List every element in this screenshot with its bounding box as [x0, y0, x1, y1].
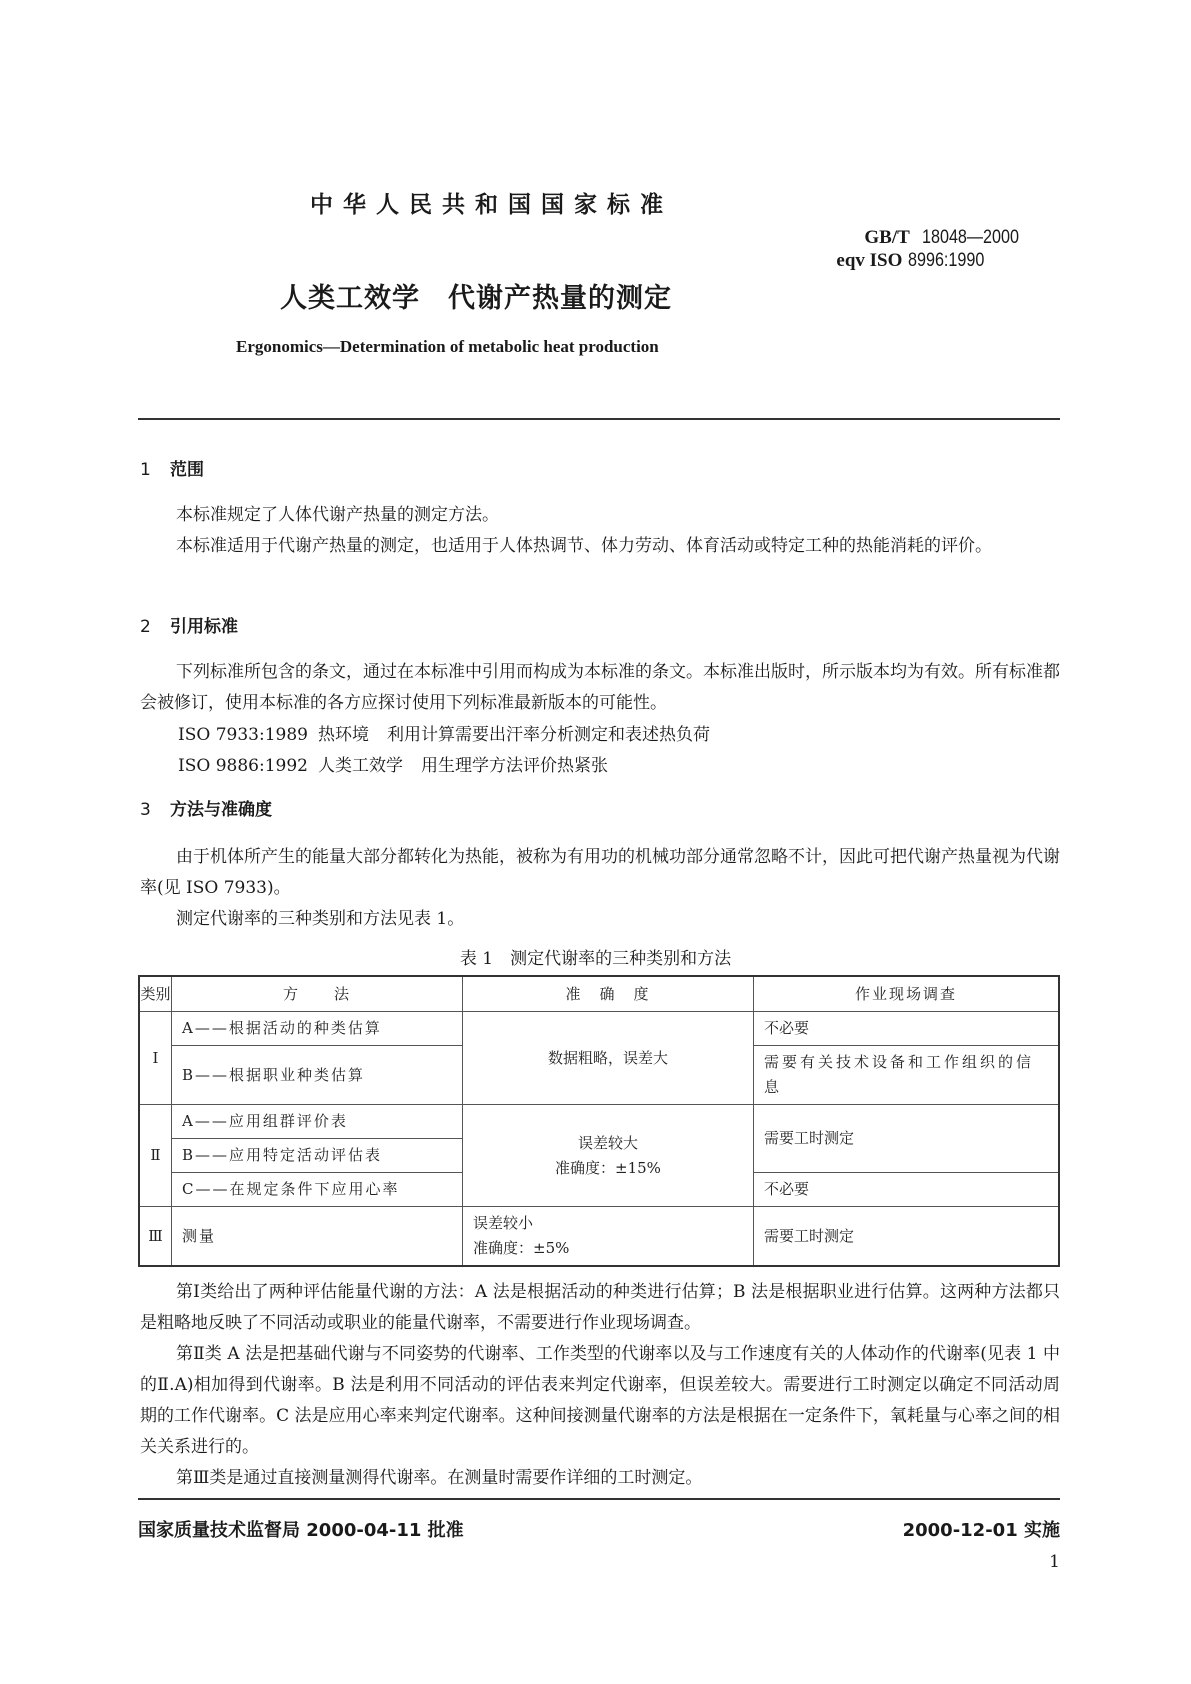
table-row: [139, 1207, 1059, 1267]
national-standard-heading: 中华人民共和国国家标准: [310, 192, 673, 218]
survey-cell: 不必要: [754, 1012, 1060, 1046]
section-1-paragraph-2: 本标准适用于代谢产热量的测定，也适用于人体热调节、体力劳动、体育活动或特定工种的热能消耗的评价。: [176, 536, 992, 556]
explanation-paragraph-2: 第Ⅱ类 A 法是把基础代谢与不同姿势的代谢率、工作类型的代谢率以及与工作速度有关的人体动作的代谢率(见表 1 中的Ⅱ.A)相加得到代谢率。B 法是利用不同活动的评估表来判定代谢率，但误差较大。需要进行工时测定以确定不同活动周期的工作代谢率。C 法是应用心率来判定代谢率。这种间接测量代谢率的方法是根据在一定条件下，氧耗量与心率之间的相关关系进行的。: [140, 1344, 1060, 1457]
implementation-date: 2000-12-01 实施: [902, 1520, 1060, 1541]
survey-cell: 需要工时测定: [754, 1105, 1060, 1173]
table-caption: 表 1 测定代谢率的三种类别和方法: [459, 949, 732, 969]
header-method: 方 法: [172, 976, 463, 1012]
category-cell: Ⅲ: [139, 1207, 172, 1267]
header-divider: [138, 418, 1060, 420]
section-1-heading: 1 范围: [140, 460, 204, 480]
approval-line: 国家质量技术监督局 2000-04-11 批准: [138, 1520, 464, 1541]
section-3-paragraph-2: 测定代谢率的三种类别和方法见表 1。: [176, 909, 465, 929]
table-row: [139, 1012, 1059, 1046]
section-3-paragraph-1: 由于机体所产生的能量大部分都转化为热能，被称为有用功的机械功部分通常忽略不计，因此可把代谢产热量视为代谢率(见 ISO 7933)。: [140, 847, 1060, 898]
section-1-paragraph-1: 本标准规定了人体代谢产热量的测定方法。: [176, 505, 499, 525]
survey-cell: 不必要: [754, 1173, 1060, 1207]
category-cell: Ⅱ: [139, 1105, 172, 1207]
header-survey: 作业现场调查: [754, 976, 1060, 1012]
document-title-en: Ergonomics—Determination of metabolic heat production: [236, 337, 659, 356]
section-2-paragraph-1: 下列标准所包含的条文，通过在本标准中引用而构成为本标准的条文。本标准出版时，所示版本均为有效。所有标准都会被修订，使用本标准的各方应探讨使用下列标准最新版本的可能性。: [140, 662, 1060, 713]
explanation-paragraph-1: 第Ⅰ类给出了两种评估能量代谢的方法：A 法是根据活动的种类进行估算；B 法是根据职业进行估算。这两种方法都只是粗略地反映了不同活动或职业的能量代谢率，不需要进行作业现场调查。: [140, 1282, 1060, 1333]
method-cell: B——应用特定活动评估表: [172, 1139, 463, 1173]
explanation-paragraph-3: 第Ⅲ类是通过直接测量测得代谢率。在测量时需要作详细的工时测定。: [176, 1468, 703, 1488]
survey-cell: 需要工时测定: [754, 1207, 1060, 1267]
document-title-zh: 人类工效学 代谢产热量的测定: [280, 283, 672, 314]
accuracy-cell: 数据粗略，误差大: [463, 1012, 754, 1105]
methods-table: [138, 975, 1060, 1267]
method-cell: A——应用组群评价表: [172, 1105, 463, 1139]
standard-number: GB/T 18048—2000: [864, 227, 1019, 248]
method-cell: C——在规定条件下应用心率: [172, 1173, 463, 1207]
equivalence-number: eqv ISO 8996:1990: [836, 250, 985, 271]
table-row: [139, 1105, 1059, 1139]
table-header-row: [139, 976, 1059, 1012]
footer-divider: [138, 1498, 1060, 1500]
page-number: 1: [1049, 1552, 1060, 1572]
method-cell: A——根据活动的种类估算: [172, 1012, 463, 1046]
reference-item: ISO 7933:1989 热环境 利用计算需要出汗率分析测定和表述热负荷: [178, 725, 710, 745]
category-cell: Ⅰ: [139, 1012, 172, 1105]
accuracy-cell: 误差较大 准确度：±15%: [463, 1105, 754, 1207]
header-accuracy: 准 确 度: [463, 976, 754, 1012]
survey-cell: 需要有关技术设备和工作组织的信息: [754, 1046, 1060, 1105]
standard-code-block: [836, 226, 1036, 272]
reference-item: ISO 9886:1992 人类工效学 用生理学方法评价热紧张: [178, 756, 608, 776]
section-3-heading: 3 方法与准确度: [140, 800, 272, 820]
method-cell: B——根据职业种类估算: [172, 1046, 463, 1105]
section-2-heading: 2 引用标准: [140, 617, 238, 637]
accuracy-cell: 误差较小 准确度：±5%: [463, 1207, 754, 1267]
header-category: 类别: [139, 976, 172, 1012]
method-cell: 测量: [172, 1207, 463, 1267]
